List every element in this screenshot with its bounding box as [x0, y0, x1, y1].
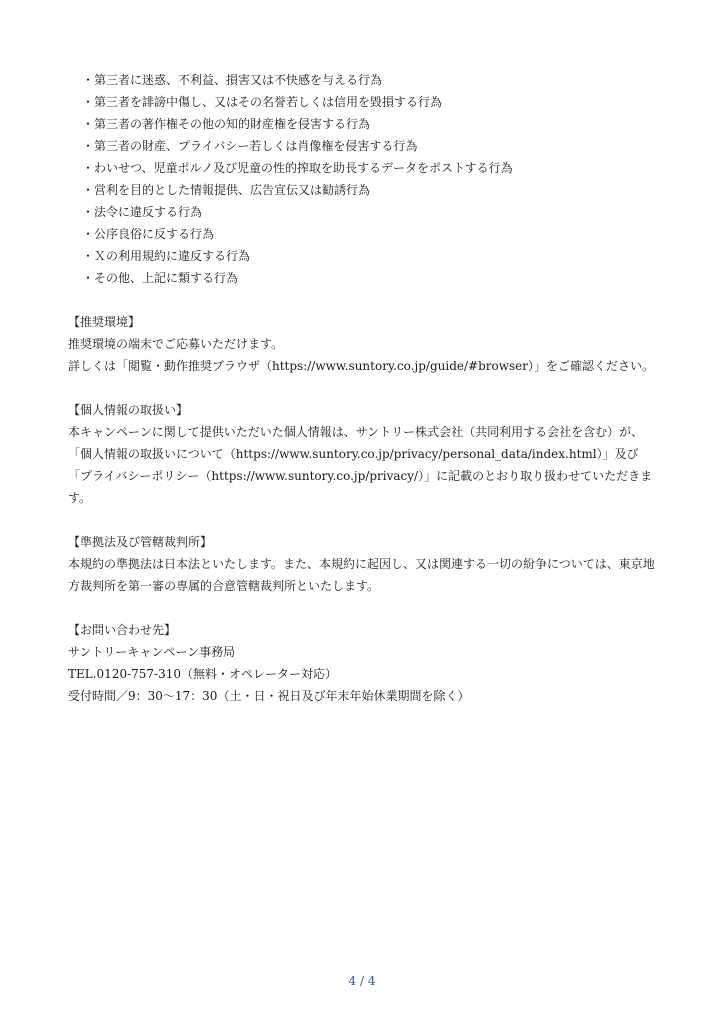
contact-section: [68, 619, 660, 707]
list-item: ・わいせつ、児童ポルノ及び児童の性的搾取を助長するデータをポストする行為: [82, 161, 513, 175]
section-text: 推奨環境の端末でご応募いただけます。: [68, 337, 284, 351]
list-item: ・第三者の財産、プライバシー若しくは肖像権を侵害する行為: [82, 139, 418, 153]
section-heading: 【推奨環境】: [68, 315, 141, 329]
list-item: ・Ｘの利用規約に違反する行為: [82, 249, 251, 263]
privacy-section: [68, 399, 660, 509]
document-page: [68, 69, 660, 707]
list-item: ・法令に違反する行為: [82, 205, 203, 219]
list-item: ・その他、上記に類する行為: [82, 271, 239, 285]
contact-office: サントリーキャンペーン事務局: [68, 645, 236, 659]
contact-hours: 受付時間／9：30〜17：30（土・日・祝日及び年末年始休業期間を除く）: [68, 689, 470, 703]
section-text: 本規約の準拠法は日本法といたします。また、本規約に起因し、又は関連する一切の紛争については、東京地方裁判所を第一審の専属的合意管轄裁判所といたします。: [68, 557, 655, 593]
section-heading: 【準拠法及び管轄裁判所】: [68, 535, 213, 549]
contact-tel: TEL.0120-757-310（無料・オペレーター対応）: [68, 667, 338, 681]
list-item: ・第三者に迷惑、不利益、損害又は不快感を与える行為: [82, 73, 383, 87]
list-item: ・公序良俗に反する行為: [82, 227, 215, 241]
section-heading: 【お問い合わせ先】: [68, 623, 177, 637]
list-item: ・第三者を誹謗中傷し、又はその名誉若しくは信用を毀損する行為: [82, 95, 443, 109]
environment-section: [68, 311, 660, 377]
section-text: 詳しくは「閲覧・動作推奨ブラウザ（https://www.suntory.co.jp/guide/#browser）」をご確認ください。: [68, 359, 654, 373]
page-number: 4 / 4: [348, 974, 376, 988]
prohibited-acts-list: [68, 69, 660, 289]
list-item: ・第三者の著作権その他の知的財産権を侵害する行為: [82, 117, 371, 131]
section-text: 本キャンペーンに関して提供いただいた個人情報は、サントリー株式会社（共同利用する会社を含む）が、「個人情報の取扱いについて（https://www.suntory.co.jp/privacy/personal_data/index.html）」及び「プライバシーポリシー（https://www.suntory.co.jp/privacy/）」に記載のとおり取り扱わせていただきます。: [68, 425, 653, 505]
section-heading: 【個人情報の取扱い】: [68, 403, 189, 417]
list-item: ・営利を目的とした情報提供、広告宣伝又は勧誘行為: [82, 183, 371, 197]
law-section: [68, 531, 660, 597]
